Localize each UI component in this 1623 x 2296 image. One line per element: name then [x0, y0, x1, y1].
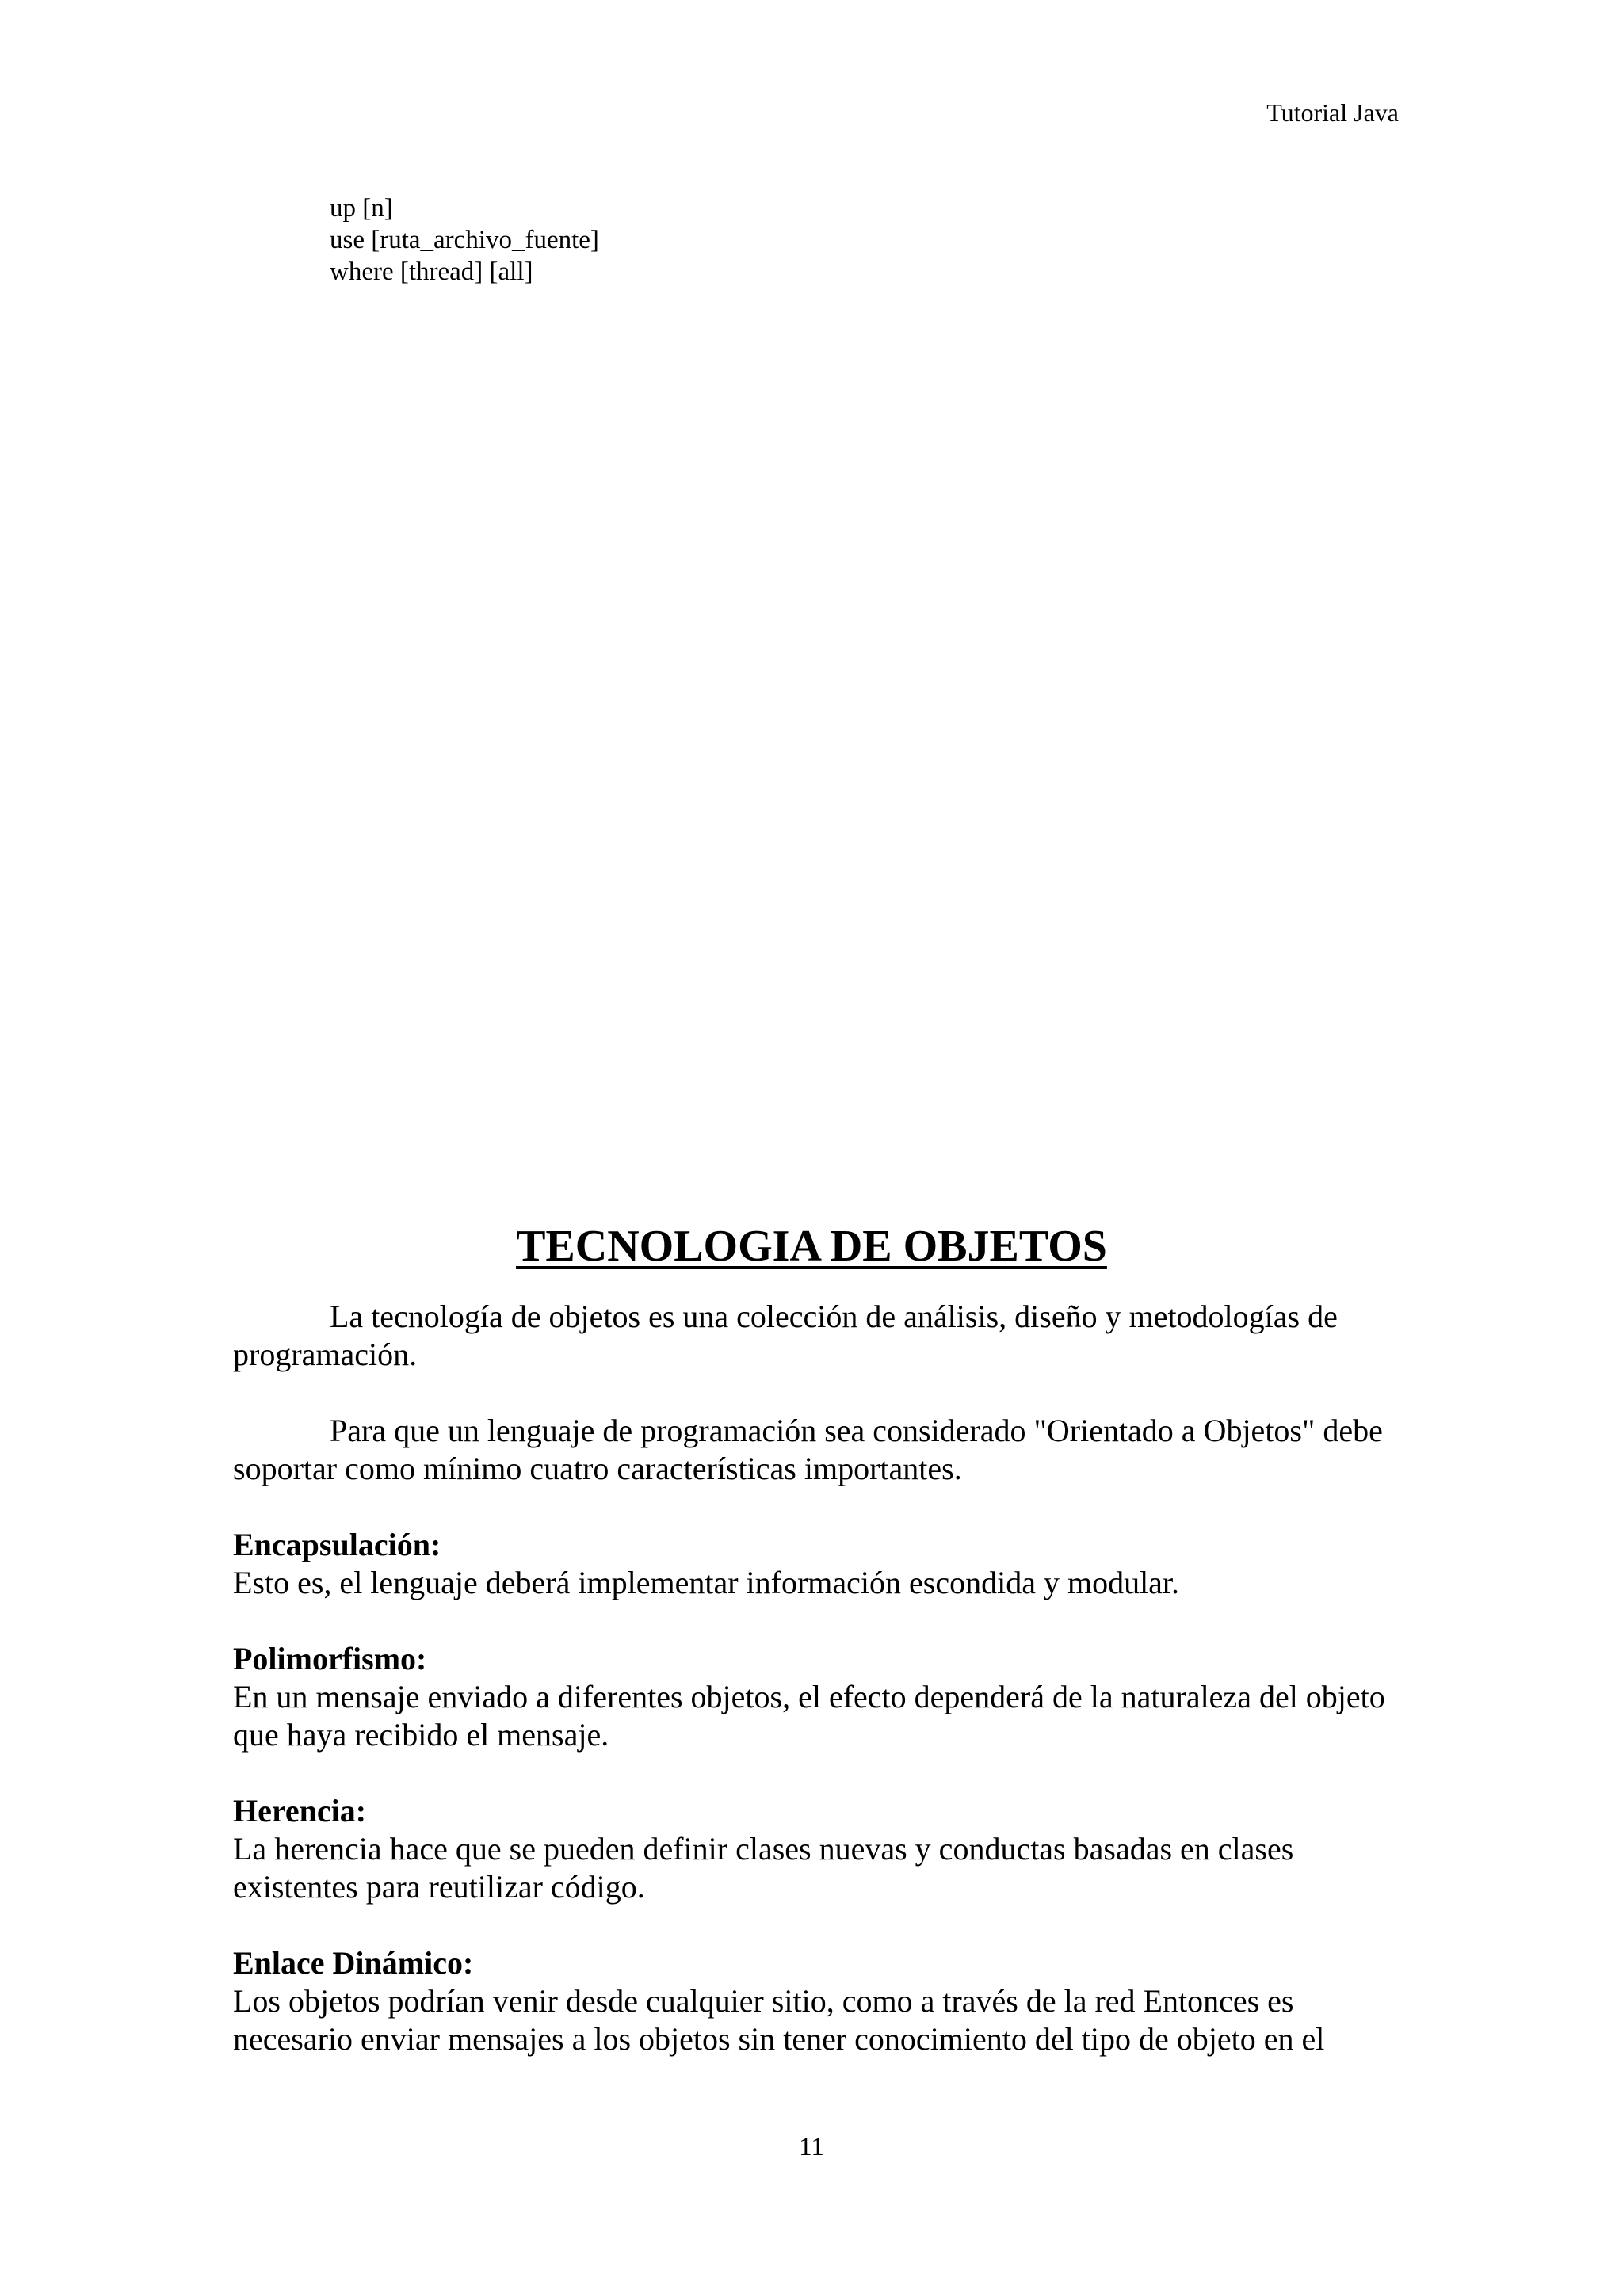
- characteristic-dynamic-binding: [233, 1944, 1398, 2058]
- characteristic-polymorphism: [233, 1640, 1398, 1754]
- characteristic-description: En un mensaje enviado a diferentes objetos, el efecto dependerá de la naturaleza del objeto que haya recibido el mensaje.: [233, 1679, 1385, 1753]
- section-title-text: TECNOLOGIA DE OBJETOS: [516, 1222, 1107, 1271]
- intro-paragraph-1: La tecnología de objetos es una colección de análisis, diseño y metodologías de programación.: [233, 1299, 1338, 1372]
- intro-paragraph-2: Para que un lenguaje de programación sea considerado "Orientado a Objetos" debe soportar como mínimo cuatro características importantes.: [233, 1413, 1383, 1486]
- characteristic-heading: Enlace Dinámico:: [233, 1945, 474, 1981]
- characteristic-description: Esto es, el lenguaje deberá implementar información escondida y modular.: [233, 1565, 1180, 1600]
- command-line-use: use [ruta_archivo_fuente]: [330, 226, 599, 254]
- characteristic-encapsulation: [233, 1526, 1398, 1602]
- characteristic-heading: Herencia:: [233, 1793, 367, 1829]
- characteristic-heading: Polimorfismo:: [233, 1641, 427, 1676]
- characteristic-description: Los objetos podrían venir desde cualquier sitio, como a través de la red Entonces es necesario enviar mensajes a los objetos sin tener conocimiento del tipo de objeto en el: [233, 1983, 1325, 2057]
- characteristic-inheritance: [233, 1792, 1398, 1906]
- section-body: [233, 1298, 1398, 2096]
- characteristic-description: La herencia hace que se pueden definir clases nuevas y conductas basadas en clases existentes para reutilizar código.: [233, 1831, 1294, 1905]
- command-line-up: up [n]: [330, 194, 393, 223]
- command-line-where: where [thread] [all]: [330, 257, 533, 286]
- page-number: 11: [799, 2133, 824, 2161]
- section-title: [0, 1219, 1623, 1274]
- running-header: Tutorial Java: [1266, 98, 1399, 127]
- command-list: [330, 193, 599, 288]
- characteristic-heading: Encapsulación:: [233, 1527, 441, 1562]
